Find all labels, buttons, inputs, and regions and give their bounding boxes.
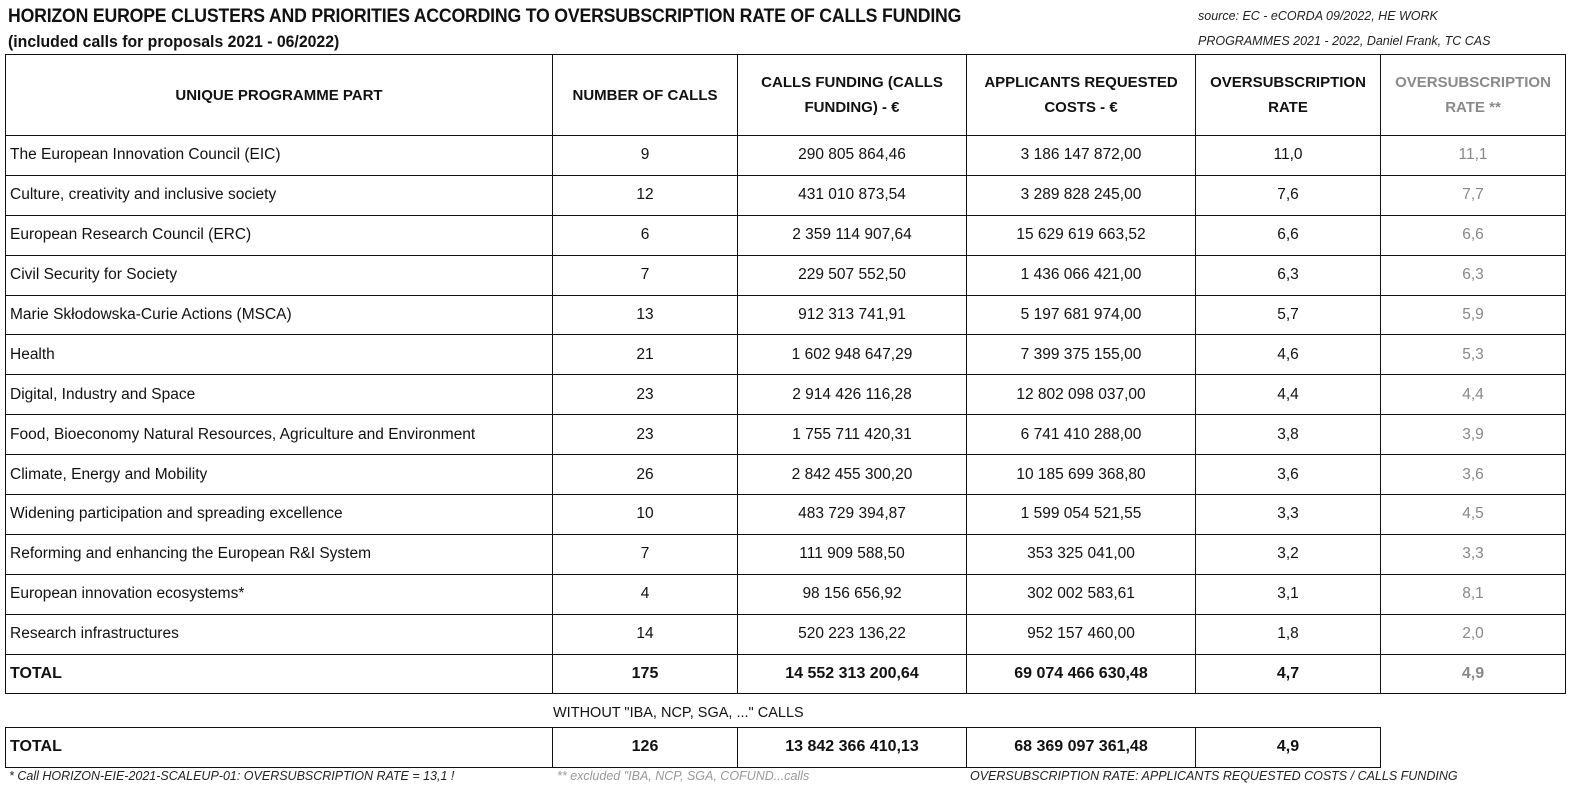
calls-funding-cell: 2 359 114 907,64 xyxy=(738,215,967,255)
page-title: HORIZON EUROPE CLUSTERS AND PRIORITIES ACCORDING TO OVERSUBSCRIPTION RATE OF CALLS FUNDING xyxy=(8,6,962,27)
table-row xyxy=(6,255,1566,295)
calls-funding-cell: 912 313 741,91 xyxy=(738,295,967,335)
column-header-programme-part: UNIQUE PROGRAMME PART xyxy=(6,55,553,136)
calls-funding-cell: 1 755 711 420,31 xyxy=(738,415,967,455)
number-of-calls-cell: 26 xyxy=(553,455,738,495)
oversubscription-table xyxy=(5,54,1566,694)
total-funding: 14 552 313 200,64 xyxy=(738,654,967,694)
oversubscription-rate-excl-cell: 3,3 xyxy=(1381,534,1566,574)
oversubscription-rate-excl-cell: 4,4 xyxy=(1381,375,1566,415)
column-header-calls-funding: CALLS FUNDING (CALLS FUNDING) - € xyxy=(738,55,967,136)
oversubscription-rate-excl-cell: 6,3 xyxy=(1381,255,1566,295)
total-rate-excl: 4,9 xyxy=(1381,654,1566,694)
programme-name-cell: Marie Skłodowska-Curie Actions (MSCA) xyxy=(6,295,553,335)
requested-costs-cell: 6 741 410 288,00 xyxy=(967,415,1196,455)
total-without-requested: 68 369 097 361,48 xyxy=(967,728,1196,768)
without-calls-label: WITHOUT "IBA, NCP, SGA, ..." CALLS xyxy=(553,705,804,721)
column-header-oversubscription-rate-excl: OVERSUBSCRIPTION RATE ** xyxy=(1381,55,1566,136)
oversubscription-rate-excl-cell: 7,7 xyxy=(1381,175,1566,215)
total-without-calls: 126 xyxy=(553,728,738,768)
number-of-calls-cell: 6 xyxy=(553,215,738,255)
number-of-calls-cell: 21 xyxy=(553,335,738,375)
total-requested: 69 074 466 630,48 xyxy=(967,654,1196,694)
oversubscription-rate-cell: 7,6 xyxy=(1196,175,1381,215)
table-row xyxy=(6,415,1566,455)
programme-name-cell: Food, Bioeconomy Natural Resources, Agriculture and Environment xyxy=(6,415,553,455)
calls-funding-cell: 483 729 394,87 xyxy=(738,495,967,535)
programme-name-cell: Widening participation and spreading excellence xyxy=(6,495,553,535)
requested-costs-cell: 5 197 681 974,00 xyxy=(967,295,1196,335)
footnote-scaleup: * Call HORIZON-EIE-2021-SCALEUP-01: OVERSUBSCRIPTION RATE = 13,1 ! xyxy=(9,769,455,783)
total-without-row xyxy=(6,728,1381,768)
oversubscription-rate-excl-cell: 5,9 xyxy=(1381,295,1566,335)
number-of-calls-cell: 7 xyxy=(553,534,738,574)
calls-funding-cell: 431 010 873,54 xyxy=(738,175,967,215)
number-of-calls-cell: 7 xyxy=(553,255,738,295)
total-without-funding: 13 842 366 410,13 xyxy=(738,728,967,768)
column-header-requested-costs: APPLICANTS REQUESTED COSTS - € xyxy=(967,55,1196,136)
table-row xyxy=(6,295,1566,335)
footnote-rate-definition: OVERSUBSCRIPTION RATE: APPLICANTS REQUESTED COSTS / CALLS FUNDING xyxy=(970,769,1458,783)
oversubscription-rate-excl-cell: 5,3 xyxy=(1381,335,1566,375)
table-header-row xyxy=(6,55,1566,136)
table-row xyxy=(6,614,1566,654)
oversubscription-rate-excl-cell: 2,0 xyxy=(1381,614,1566,654)
table-row xyxy=(6,574,1566,614)
oversubscription-rate-excl-cell: 3,6 xyxy=(1381,455,1566,495)
oversubscription-rate-excl-cell: 11,1 xyxy=(1381,136,1566,176)
calls-funding-cell: 2 914 426 116,28 xyxy=(738,375,967,415)
oversubscription-rate-cell: 3,2 xyxy=(1196,534,1381,574)
oversubscription-rate-excl-cell: 4,5 xyxy=(1381,495,1566,535)
programme-name-cell: Research infrastructures xyxy=(6,614,553,654)
programme-name-cell: Culture, creativity and inclusive society xyxy=(6,175,553,215)
table-row xyxy=(6,495,1566,535)
requested-costs-cell: 353 325 041,00 xyxy=(967,534,1196,574)
programme-name-cell: Civil Security for Society xyxy=(6,255,553,295)
programme-name-cell: Health xyxy=(6,335,553,375)
oversubscription-rate-excl-cell: 6,6 xyxy=(1381,215,1566,255)
oversubscription-rate-cell: 4,4 xyxy=(1196,375,1381,415)
calls-funding-cell: 98 156 656,92 xyxy=(738,574,967,614)
requested-costs-cell: 12 802 098 037,00 xyxy=(967,375,1196,415)
oversubscription-rate-excl-cell: 3,9 xyxy=(1381,415,1566,455)
total-without-table xyxy=(5,727,1381,768)
programme-name-cell: European innovation ecosystems* xyxy=(6,574,553,614)
table-row xyxy=(6,136,1566,176)
total-without-rate: 4,9 xyxy=(1196,728,1381,768)
programme-name-cell: Digital, Industry and Space xyxy=(6,375,553,415)
programme-name-cell: European Research Council (ERC) xyxy=(6,215,553,255)
oversubscription-rate-cell: 1,8 xyxy=(1196,614,1381,654)
programme-name-cell: Reforming and enhancing the European R&I System xyxy=(6,534,553,574)
calls-funding-cell: 229 507 552,50 xyxy=(738,255,967,295)
calls-funding-cell: 290 805 864,46 xyxy=(738,136,967,176)
oversubscription-rate-cell: 4,6 xyxy=(1196,335,1381,375)
total-rate: 4,7 xyxy=(1196,654,1381,694)
total-calls: 175 xyxy=(553,654,738,694)
requested-costs-cell: 3 289 828 245,00 xyxy=(967,175,1196,215)
oversubscription-rate-cell: 3,3 xyxy=(1196,495,1381,535)
oversubscription-rate-cell: 11,0 xyxy=(1196,136,1381,176)
table-row xyxy=(6,215,1566,255)
number-of-calls-cell: 23 xyxy=(553,415,738,455)
number-of-calls-cell: 4 xyxy=(553,574,738,614)
calls-funding-cell: 520 223 136,22 xyxy=(738,614,967,654)
oversubscription-rate-cell: 3,6 xyxy=(1196,455,1381,495)
requested-costs-cell: 15 629 619 663,52 xyxy=(967,215,1196,255)
programme-name-cell: The European Innovation Council (EIC) xyxy=(6,136,553,176)
source-note-line1: source: EC - eCORDA 09/2022, HE WORK xyxy=(1198,9,1438,23)
requested-costs-cell: 302 002 583,61 xyxy=(967,574,1196,614)
oversubscription-rate-cell: 5,7 xyxy=(1196,295,1381,335)
requested-costs-cell: 7 399 375 155,00 xyxy=(967,335,1196,375)
total-label: TOTAL xyxy=(6,654,553,694)
table-row xyxy=(6,455,1566,495)
number-of-calls-cell: 23 xyxy=(553,375,738,415)
column-header-number-of-calls: NUMBER OF CALLS xyxy=(553,55,738,136)
number-of-calls-cell: 14 xyxy=(553,614,738,654)
table-row xyxy=(6,335,1566,375)
source-note-line2: PROGRAMMES 2021 - 2022, Daniel Frank, TC CAS xyxy=(1198,34,1491,48)
calls-funding-cell: 2 842 455 300,20 xyxy=(738,455,967,495)
requested-costs-cell: 3 186 147 872,00 xyxy=(967,136,1196,176)
oversubscription-rate-cell: 3,1 xyxy=(1196,574,1381,614)
table-row xyxy=(6,375,1566,415)
table-row xyxy=(6,175,1566,215)
total-without-label: TOTAL xyxy=(6,728,553,768)
footnote-excluded: ** excluded "IBA, NCP, SGA, COFUND...calls xyxy=(557,769,810,783)
total-row xyxy=(6,654,1566,694)
table-row xyxy=(6,534,1566,574)
number-of-calls-cell: 13 xyxy=(553,295,738,335)
oversubscription-rate-cell: 6,3 xyxy=(1196,255,1381,295)
requested-costs-cell: 10 185 699 368,80 xyxy=(967,455,1196,495)
oversubscription-rate-excl-cell: 8,1 xyxy=(1381,574,1566,614)
number-of-calls-cell: 10 xyxy=(553,495,738,535)
number-of-calls-cell: 9 xyxy=(553,136,738,176)
calls-funding-cell: 1 602 948 647,29 xyxy=(738,335,967,375)
column-header-oversubscription-rate: OVERSUBSCRIPTION RATE xyxy=(1196,55,1381,136)
requested-costs-cell: 1 436 066 421,00 xyxy=(967,255,1196,295)
number-of-calls-cell: 12 xyxy=(553,175,738,215)
page-subtitle: (included calls for proposals 2021 - 06/2022) xyxy=(8,32,340,51)
oversubscription-rate-cell: 3,8 xyxy=(1196,415,1381,455)
calls-funding-cell: 111 909 588,50 xyxy=(738,534,967,574)
oversubscription-rate-cell: 6,6 xyxy=(1196,215,1381,255)
requested-costs-cell: 952 157 460,00 xyxy=(967,614,1196,654)
programme-name-cell: Climate, Energy and Mobility xyxy=(6,455,553,495)
requested-costs-cell: 1 599 054 521,55 xyxy=(967,495,1196,535)
